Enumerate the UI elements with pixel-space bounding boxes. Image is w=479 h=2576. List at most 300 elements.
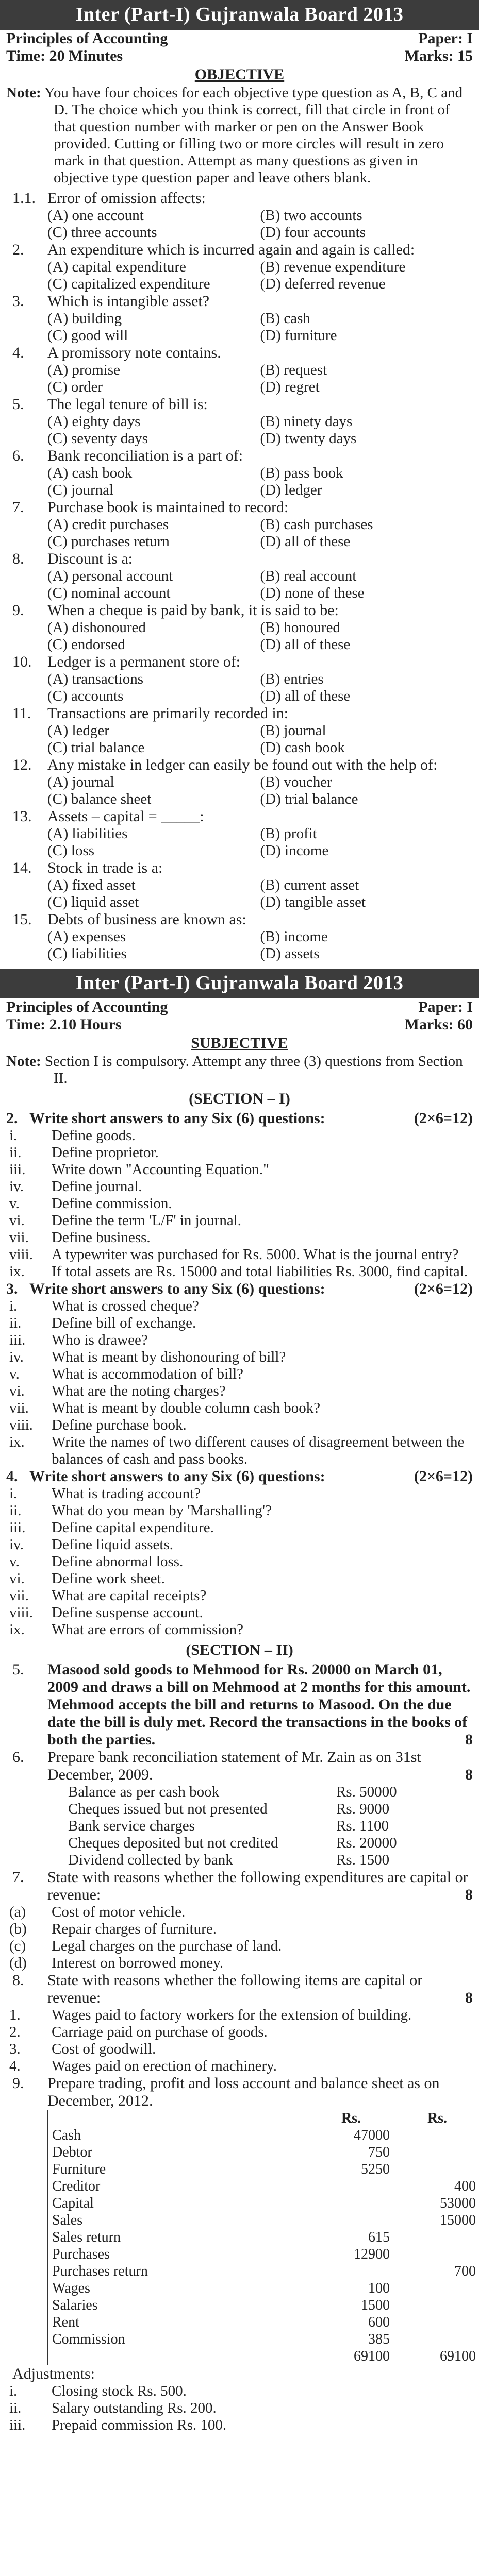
answer-option: (A) eighty days — [47, 413, 141, 430]
subjective-note — [0, 1053, 479, 1087]
question-title — [6, 1468, 325, 1485]
question-number: 5. — [12, 396, 24, 413]
answer-option: (B) real account — [260, 568, 357, 584]
sub-question-text: What is crossed cheque? — [52, 1298, 199, 1314]
question-text: Write short answers to any Six (6) questions: — [29, 1468, 325, 1485]
table-row — [48, 2348, 479, 2365]
question-7 — [6, 1869, 473, 1904]
question-heading — [6, 1468, 473, 1485]
answer-option: (D) all of these — [260, 533, 351, 550]
answer-option: (D) assets — [260, 945, 320, 962]
sub-question — [9, 1212, 473, 1229]
question-number: 8. — [12, 550, 24, 567]
objective-question — [6, 911, 473, 928]
list-item — [9, 1904, 473, 1921]
question-title — [6, 1110, 325, 1127]
answer-options — [6, 928, 473, 962]
credit-amount: 53000 — [394, 2195, 479, 2212]
answer-option: (A) transactions — [47, 671, 144, 687]
debit-amount: 5250 — [308, 2161, 394, 2178]
item-text: Wages paid to factory workers for the extension of building. — [52, 2007, 412, 2023]
answer-options — [6, 619, 473, 653]
answer-options — [6, 825, 473, 859]
credit-amount — [394, 2127, 479, 2144]
answer-options — [6, 877, 473, 911]
question-number: 3. — [6, 1280, 18, 1297]
objective-header-row-2 — [0, 47, 479, 65]
subjective-header-row-2 — [0, 1016, 479, 1033]
sub-question — [9, 1502, 473, 1519]
subject-label: Principles of Accounting — [6, 998, 168, 1015]
question-6 — [6, 1749, 473, 1784]
question-text: When a cheque is paid by bank, it is said to be: — [47, 602, 339, 619]
objective-question — [6, 499, 473, 516]
sub-question-number: iv. — [9, 1178, 24, 1195]
item-number: 1. — [9, 2007, 21, 2023]
objective-banner: Inter (Part-I) Gujranwala Board 2013 — [0, 0, 479, 30]
question-5 — [6, 1661, 473, 1749]
question-text: Error of omission affects: — [47, 190, 206, 207]
debit-amount: 1500 — [308, 2297, 394, 2314]
account-name: Creditor — [48, 2178, 308, 2195]
table-row — [48, 2127, 479, 2144]
sub-question-number: i. — [9, 1485, 18, 1502]
sub-question-number: vii. — [9, 1229, 29, 1246]
sub-question — [9, 1519, 473, 1536]
debit-amount — [308, 2178, 394, 2195]
note-label: Note: — [6, 1053, 41, 1070]
sub-question — [9, 1229, 473, 1246]
sub-question-text: What do you mean by 'Marshalling'? — [52, 1502, 272, 1519]
credit-amount: 400 — [394, 2178, 479, 2195]
table-row — [48, 2246, 479, 2263]
time-label: Time: 2.10 Hours — [6, 1016, 122, 1033]
objective-question — [6, 808, 473, 825]
sub-question-text: Write the names of two different causes of disagreement between the balances of cash and pass books. — [52, 1434, 465, 1467]
answer-option: (D) all of these — [260, 688, 351, 704]
answer-option: (B) journal — [260, 722, 326, 739]
credit-amount — [394, 2161, 479, 2178]
answer-option: (D) twenty days — [260, 430, 357, 447]
sub-question-text: Define work sheet. — [52, 1570, 165, 1587]
item-text: Carriage paid on purchase of goods. — [52, 2024, 268, 2040]
question-number: 8. — [12, 1972, 24, 1989]
question-number: 6. — [12, 447, 24, 464]
question-number: 6. — [12, 1749, 24, 1766]
question-text: Prepare trading, profit and loss account and balance sheet as on December, 2012. — [47, 2075, 440, 2109]
item-number: (a) — [9, 1904, 26, 1920]
answer-option: (A) journal — [47, 774, 114, 790]
debit-amount: 600 — [308, 2314, 394, 2331]
note-label: Note: — [6, 84, 41, 101]
answer-option: (D) tangible asset — [260, 894, 366, 910]
answer-option: (B) cash purchases — [260, 516, 373, 533]
credit-amount — [394, 2229, 479, 2246]
answer-option: (D) all of these — [260, 636, 351, 653]
question-number: 7. — [12, 1869, 24, 1886]
note-text: Section I is compulsory. Attempt any three (3) questions from Section II. — [44, 1053, 463, 1087]
sub-question-text: Define the term 'L/F' in journal. — [52, 1212, 242, 1229]
question-text: State with reasons whether the following items are capital or revenue: 8 — [47, 1972, 473, 2006]
sub-question-number: iii. — [9, 1161, 26, 1178]
debit-amount — [308, 2212, 394, 2229]
sub-question — [9, 1587, 473, 1604]
figure-amount: Rs. 20000 — [336, 1835, 397, 1851]
adjustment-item — [9, 2400, 473, 2417]
answer-options — [6, 465, 473, 499]
answer-option: (B) cash — [260, 310, 310, 327]
table-header-row — [48, 2110, 479, 2127]
answer-option: (C) three accounts — [47, 224, 157, 241]
answer-option: (A) promise — [47, 362, 120, 378]
sub-question-number: v. — [9, 1553, 20, 1570]
sub-question-number: ii. — [9, 1502, 22, 1519]
table-row — [48, 2314, 479, 2331]
answer-option: (B) two accounts — [260, 207, 362, 224]
debit-amount: 69100 — [308, 2348, 394, 2365]
sub-question-text: Define abnormal loss. — [52, 1553, 184, 1570]
question-text: An expenditure which is incurred again and again is called: — [47, 241, 415, 258]
answer-option: (D) income — [260, 842, 329, 859]
trial-balance-wrap — [6, 2110, 476, 2365]
sub-question-number: iv. — [9, 1349, 24, 1365]
answer-option: (C) good will — [47, 327, 128, 344]
adjustment-item — [9, 2417, 473, 2434]
answer-options — [6, 207, 473, 241]
answer-option: (B) profit — [260, 825, 317, 842]
question-text: Purchase book is maintained to record: — [47, 499, 289, 516]
answer-option: (B) revenue expenditure — [260, 259, 406, 275]
objective-note — [0, 84, 479, 187]
answer-option: (C) balance sheet — [47, 791, 152, 807]
time-label: Time: 20 Minutes — [6, 47, 123, 64]
question-text: State with reasons whether the following expenditures are capital or revenue: 8 — [47, 1869, 473, 1903]
answer-option: (C) trial balance — [47, 739, 145, 756]
sub-question — [9, 1553, 473, 1570]
sub-question-text: What is accommodation of bill? — [52, 1366, 244, 1382]
table-row — [48, 2161, 479, 2178]
objective-question — [6, 705, 473, 722]
short-question-4 — [6, 1468, 473, 1638]
answer-option: (C) liquid asset — [47, 894, 139, 910]
account-name: Capital — [48, 2195, 308, 2212]
sub-question-number: v. — [9, 1366, 20, 1382]
answer-options — [6, 722, 473, 756]
sub-question-text: Who is drawee? — [52, 1332, 148, 1348]
account-name: Wages — [48, 2280, 308, 2297]
sub-question — [9, 1332, 473, 1349]
adjustment-text: Salary outstanding Rs. 200. — [52, 2400, 217, 2416]
sub-question — [9, 1604, 473, 1621]
item-text: Wages paid on erection of machinery. — [52, 2058, 277, 2074]
sub-question-text: Define purchase book. — [52, 1417, 187, 1433]
table-row — [48, 2331, 479, 2348]
answer-option: (B) ninety days — [260, 413, 353, 430]
debit-amount: 12900 — [308, 2246, 394, 2263]
question-number: 4. — [12, 344, 24, 361]
paper-label: Paper: I — [418, 998, 473, 1015]
credit-amount: 15000 — [394, 2212, 479, 2229]
list-item — [9, 2007, 473, 2024]
sub-question — [9, 1298, 473, 1315]
question-number: 4. — [6, 1468, 18, 1485]
sub-question-text: Define bill of exchange. — [52, 1315, 196, 1331]
question-number: 9. — [12, 602, 24, 619]
item-text: Cost of goodwill. — [52, 2041, 156, 2057]
answer-option: (A) one account — [47, 207, 144, 224]
adjustment-number: i. — [9, 2383, 18, 2399]
answer-options — [6, 671, 473, 705]
question-number: 14. — [12, 859, 32, 876]
sub-question — [9, 1161, 473, 1178]
short-question-block — [0, 1110, 479, 1638]
answer-option: (D) trial balance — [260, 791, 358, 807]
question-heading — [6, 1110, 473, 1127]
sub-question-number: i. — [9, 1298, 18, 1314]
answer-option: (B) pass book — [260, 465, 343, 481]
sub-question-text: Define goods. — [52, 1127, 136, 1144]
sub-question-number: i. — [9, 1127, 18, 1144]
credit-amount: 69100 — [394, 2348, 479, 2365]
sub-question — [9, 1400, 473, 1417]
sub-question-number: vii. — [9, 1400, 29, 1416]
account-name: Purchases — [48, 2246, 308, 2263]
answer-option: (C) liabilities — [47, 945, 127, 962]
question-title — [6, 1280, 325, 1298]
question-text: Stock in trade is a: — [47, 859, 163, 876]
figure-amount: Rs. 50000 — [336, 1784, 397, 1800]
sub-question-text: What are capital receipts? — [52, 1587, 207, 1604]
list-item — [9, 1938, 473, 1955]
trial-balance-table — [47, 2110, 479, 2365]
sub-question — [9, 1144, 473, 1161]
account-name: Sales return — [48, 2229, 308, 2246]
sub-question-text: What is trading account? — [52, 1485, 201, 1502]
adjustments-list — [6, 2383, 473, 2434]
item-text: Interest on borrowed money. — [52, 1955, 224, 1971]
account-name — [48, 2348, 308, 2365]
answer-option: (A) ledger — [47, 722, 109, 739]
list-item — [9, 1955, 473, 1972]
answer-option: (D) regret — [260, 379, 320, 395]
question-text: Which is intangible asset? — [47, 293, 210, 310]
objective-question — [6, 602, 473, 619]
sub-question-number: vi. — [9, 1383, 25, 1399]
question-number: 2. — [6, 1110, 18, 1127]
sub-question — [9, 1570, 473, 1587]
question-text: Any mistake in ledger can easily be found out with the help of: — [47, 756, 438, 773]
question-7-items — [6, 1904, 473, 1972]
answer-option: (D) furniture — [260, 327, 337, 344]
answer-option: (C) seventy days — [47, 430, 148, 447]
account-name: Commission — [48, 2331, 308, 2348]
question-marks: (2×6=12) — [414, 1468, 473, 1485]
item-number: 4. — [9, 2058, 21, 2074]
answer-option: (A) expenses — [47, 928, 126, 945]
sub-question-number: viii. — [9, 1246, 33, 1263]
objective-question — [6, 293, 473, 310]
item-text: Legal charges on the purchase of land. — [52, 1938, 282, 1954]
sub-question-text: Define capital expenditure. — [52, 1519, 214, 1536]
sub-question — [9, 1383, 473, 1400]
table-row — [48, 2195, 479, 2212]
answer-option: (D) four accounts — [260, 224, 366, 241]
objective-question — [6, 653, 473, 671]
question-text: Bank reconciliation is a part of: — [47, 447, 243, 464]
adjustment-text: Prepaid commission Rs. 100. — [52, 2417, 227, 2433]
objective-header-row-1 — [0, 30, 479, 47]
sub-question-number: vi. — [9, 1212, 25, 1229]
section-two-title: (SECTION – II) — [186, 1641, 293, 1658]
objective-question — [6, 241, 473, 259]
question-number: 7. — [12, 499, 24, 516]
answer-option: (A) fixed asset — [47, 877, 136, 893]
paper-label: Paper: I — [418, 30, 473, 47]
answer-option: (A) liabilities — [47, 825, 128, 842]
table-row — [48, 2212, 479, 2229]
adjustment-number: iii. — [9, 2417, 26, 2433]
debit-amount — [308, 2195, 394, 2212]
account-name: Purchases return — [48, 2263, 308, 2280]
marks-label: Marks: 15 — [404, 47, 473, 64]
sub-question-text: Define suspense account. — [52, 1604, 203, 1621]
sub-question-text: What are errors of commission? — [52, 1621, 244, 1638]
sub-question-number: ii. — [9, 1315, 22, 1331]
question-number: 9. — [12, 2075, 24, 2092]
question-text: Ledger is a permanent store of: — [47, 653, 241, 670]
sub-question-text: Define liquid assets. — [52, 1536, 173, 1553]
account-name: Cash — [48, 2127, 308, 2144]
sub-question-number: vii. — [9, 1587, 29, 1604]
list-item — [9, 2024, 473, 2041]
answer-option: (C) journal — [47, 482, 114, 498]
account-name: Debtor — [48, 2144, 308, 2161]
sub-question-number: ii. — [9, 1144, 22, 1161]
reconciliation-figures — [6, 1784, 473, 1869]
answer-options — [6, 516, 473, 550]
item-number: 3. — [9, 2041, 21, 2057]
subjective-section-title: SUBJECTIVE — [191, 1035, 288, 1052]
objective-question — [6, 447, 473, 465]
question-text: Write short answers to any Six (6) questions: — [29, 1280, 325, 1297]
sub-question-text: If total assets are Rs. 15000 and total liabilities Rs. 3000, find capital. — [52, 1263, 468, 1280]
question-number: 1.1. — [12, 190, 36, 207]
answer-option: (A) personal account — [47, 568, 173, 584]
sub-question — [9, 1621, 473, 1638]
question-text: Masood sold goods to Mehmood for Rs. 20000 on March 01, 2009 and draws a bill on Mehmood at 2 months for this amount. Mehmood accepts the bill and returns to Masood. On the due date the bill is duly met. Record the transactions in the books of both the parties. 8 — [47, 1661, 473, 1748]
debit-amount: 615 — [308, 2229, 394, 2246]
question-number: 3. — [12, 293, 24, 310]
credit-amount — [394, 2280, 479, 2297]
sub-question-text: Write down "Accounting Equation." — [52, 1161, 269, 1178]
answer-option: (C) order — [47, 379, 103, 395]
answer-option: (C) nominal account — [47, 585, 171, 601]
subjective-header-row-1 — [0, 998, 479, 1016]
answer-options — [6, 259, 473, 293]
question-number: 12. — [12, 756, 32, 773]
answer-option: (C) endorsed — [47, 636, 125, 653]
item-number: 2. — [9, 2024, 21, 2040]
sub-question-text: Define commission. — [52, 1195, 172, 1212]
answer-option: (C) accounts — [47, 688, 124, 704]
sub-question-text: Define proprietor. — [52, 1144, 159, 1161]
question-text: Write short answers to any Six (6) questions: — [29, 1110, 325, 1127]
item-number: (d) — [9, 1955, 27, 1971]
column-header: Rs. — [394, 2110, 479, 2127]
sub-question-text: Define business. — [52, 1229, 151, 1246]
sub-question-number: vi. — [9, 1570, 25, 1587]
question-number: 15. — [12, 911, 32, 928]
objective-question-list — [0, 190, 479, 962]
question-number: 10. — [12, 653, 32, 670]
answer-option: (A) dishonoured — [47, 619, 146, 636]
answer-option: (C) loss — [47, 842, 95, 859]
question-text: Discount is a: — [47, 550, 133, 567]
sub-question — [9, 1485, 473, 1502]
adjustment-number: ii. — [9, 2400, 22, 2416]
objective-question — [6, 859, 473, 877]
answer-option: (B) voucher — [260, 774, 332, 790]
answer-options — [6, 568, 473, 602]
figure-label: Dividend collected by bank — [68, 1852, 233, 1868]
sub-question-number: viii. — [9, 1417, 33, 1433]
credit-amount — [394, 2144, 479, 2161]
debit-amount: 385 — [308, 2331, 394, 2348]
figure-amount: Rs. 9000 — [336, 1801, 390, 1817]
account-name: Furniture — [48, 2161, 308, 2178]
account-name: Salaries — [48, 2297, 308, 2314]
answer-option: (B) honoured — [260, 619, 340, 636]
section-one-title: (SECTION – I) — [189, 1090, 290, 1107]
figure-amount: Rs. 1100 — [336, 1818, 389, 1834]
question-number: 5. — [12, 1661, 24, 1678]
table-row — [48, 2144, 479, 2161]
question-text: Assets – capital = _____: — [47, 808, 204, 825]
sub-question-number: ix. — [9, 1621, 25, 1638]
answer-option: (C) capitalized expenditure — [47, 276, 210, 292]
sub-question-text: What is meant by double column cash book? — [52, 1400, 321, 1416]
sub-question — [9, 1195, 473, 1212]
question-text: The legal tenure of bill is: — [47, 396, 208, 413]
sub-question-text: What are the noting charges? — [52, 1383, 226, 1399]
item-number: (c) — [9, 1938, 26, 1954]
question-number: 13. — [12, 808, 32, 825]
credit-amount — [394, 2246, 479, 2263]
figure-label: Bank service charges — [68, 1818, 195, 1834]
debit-amount — [308, 2263, 394, 2280]
objective-question — [6, 344, 473, 362]
figure-label: Balance as per cash book — [68, 1784, 220, 1800]
question-8-items — [6, 2007, 473, 2075]
answer-option: (D) cash book — [260, 739, 345, 756]
sub-question — [9, 1349, 473, 1366]
sub-question — [9, 1178, 473, 1195]
note-text: You have four choices for each objective type question as A, B, C and D. The choice which you think is correct, fill that circle in front of that question number with marker or pen on the Answer Book provided. Cutting or filling two or more circles will result in zero mark in that question. Attempt as many questions as given in objective type question paper and leave others blank. — [44, 84, 463, 186]
debit-amount: 100 — [308, 2280, 394, 2297]
objective-question — [6, 756, 473, 774]
item-text: Repair charges of furniture. — [52, 1921, 217, 1937]
sub-question-number: viii. — [9, 1604, 33, 1621]
sub-question-list — [6, 1298, 473, 1468]
answer-option: (A) capital expenditure — [47, 259, 186, 275]
question-text: Transactions are primarily recorded in: — [47, 705, 289, 722]
table-row — [48, 2280, 479, 2297]
credit-amount — [394, 2297, 479, 2314]
table-row — [48, 2178, 479, 2195]
answer-option: (D) none of these — [260, 585, 365, 601]
adjustment-text: Closing stock Rs. 500. — [52, 2383, 187, 2399]
answer-option: (B) income — [260, 928, 328, 945]
